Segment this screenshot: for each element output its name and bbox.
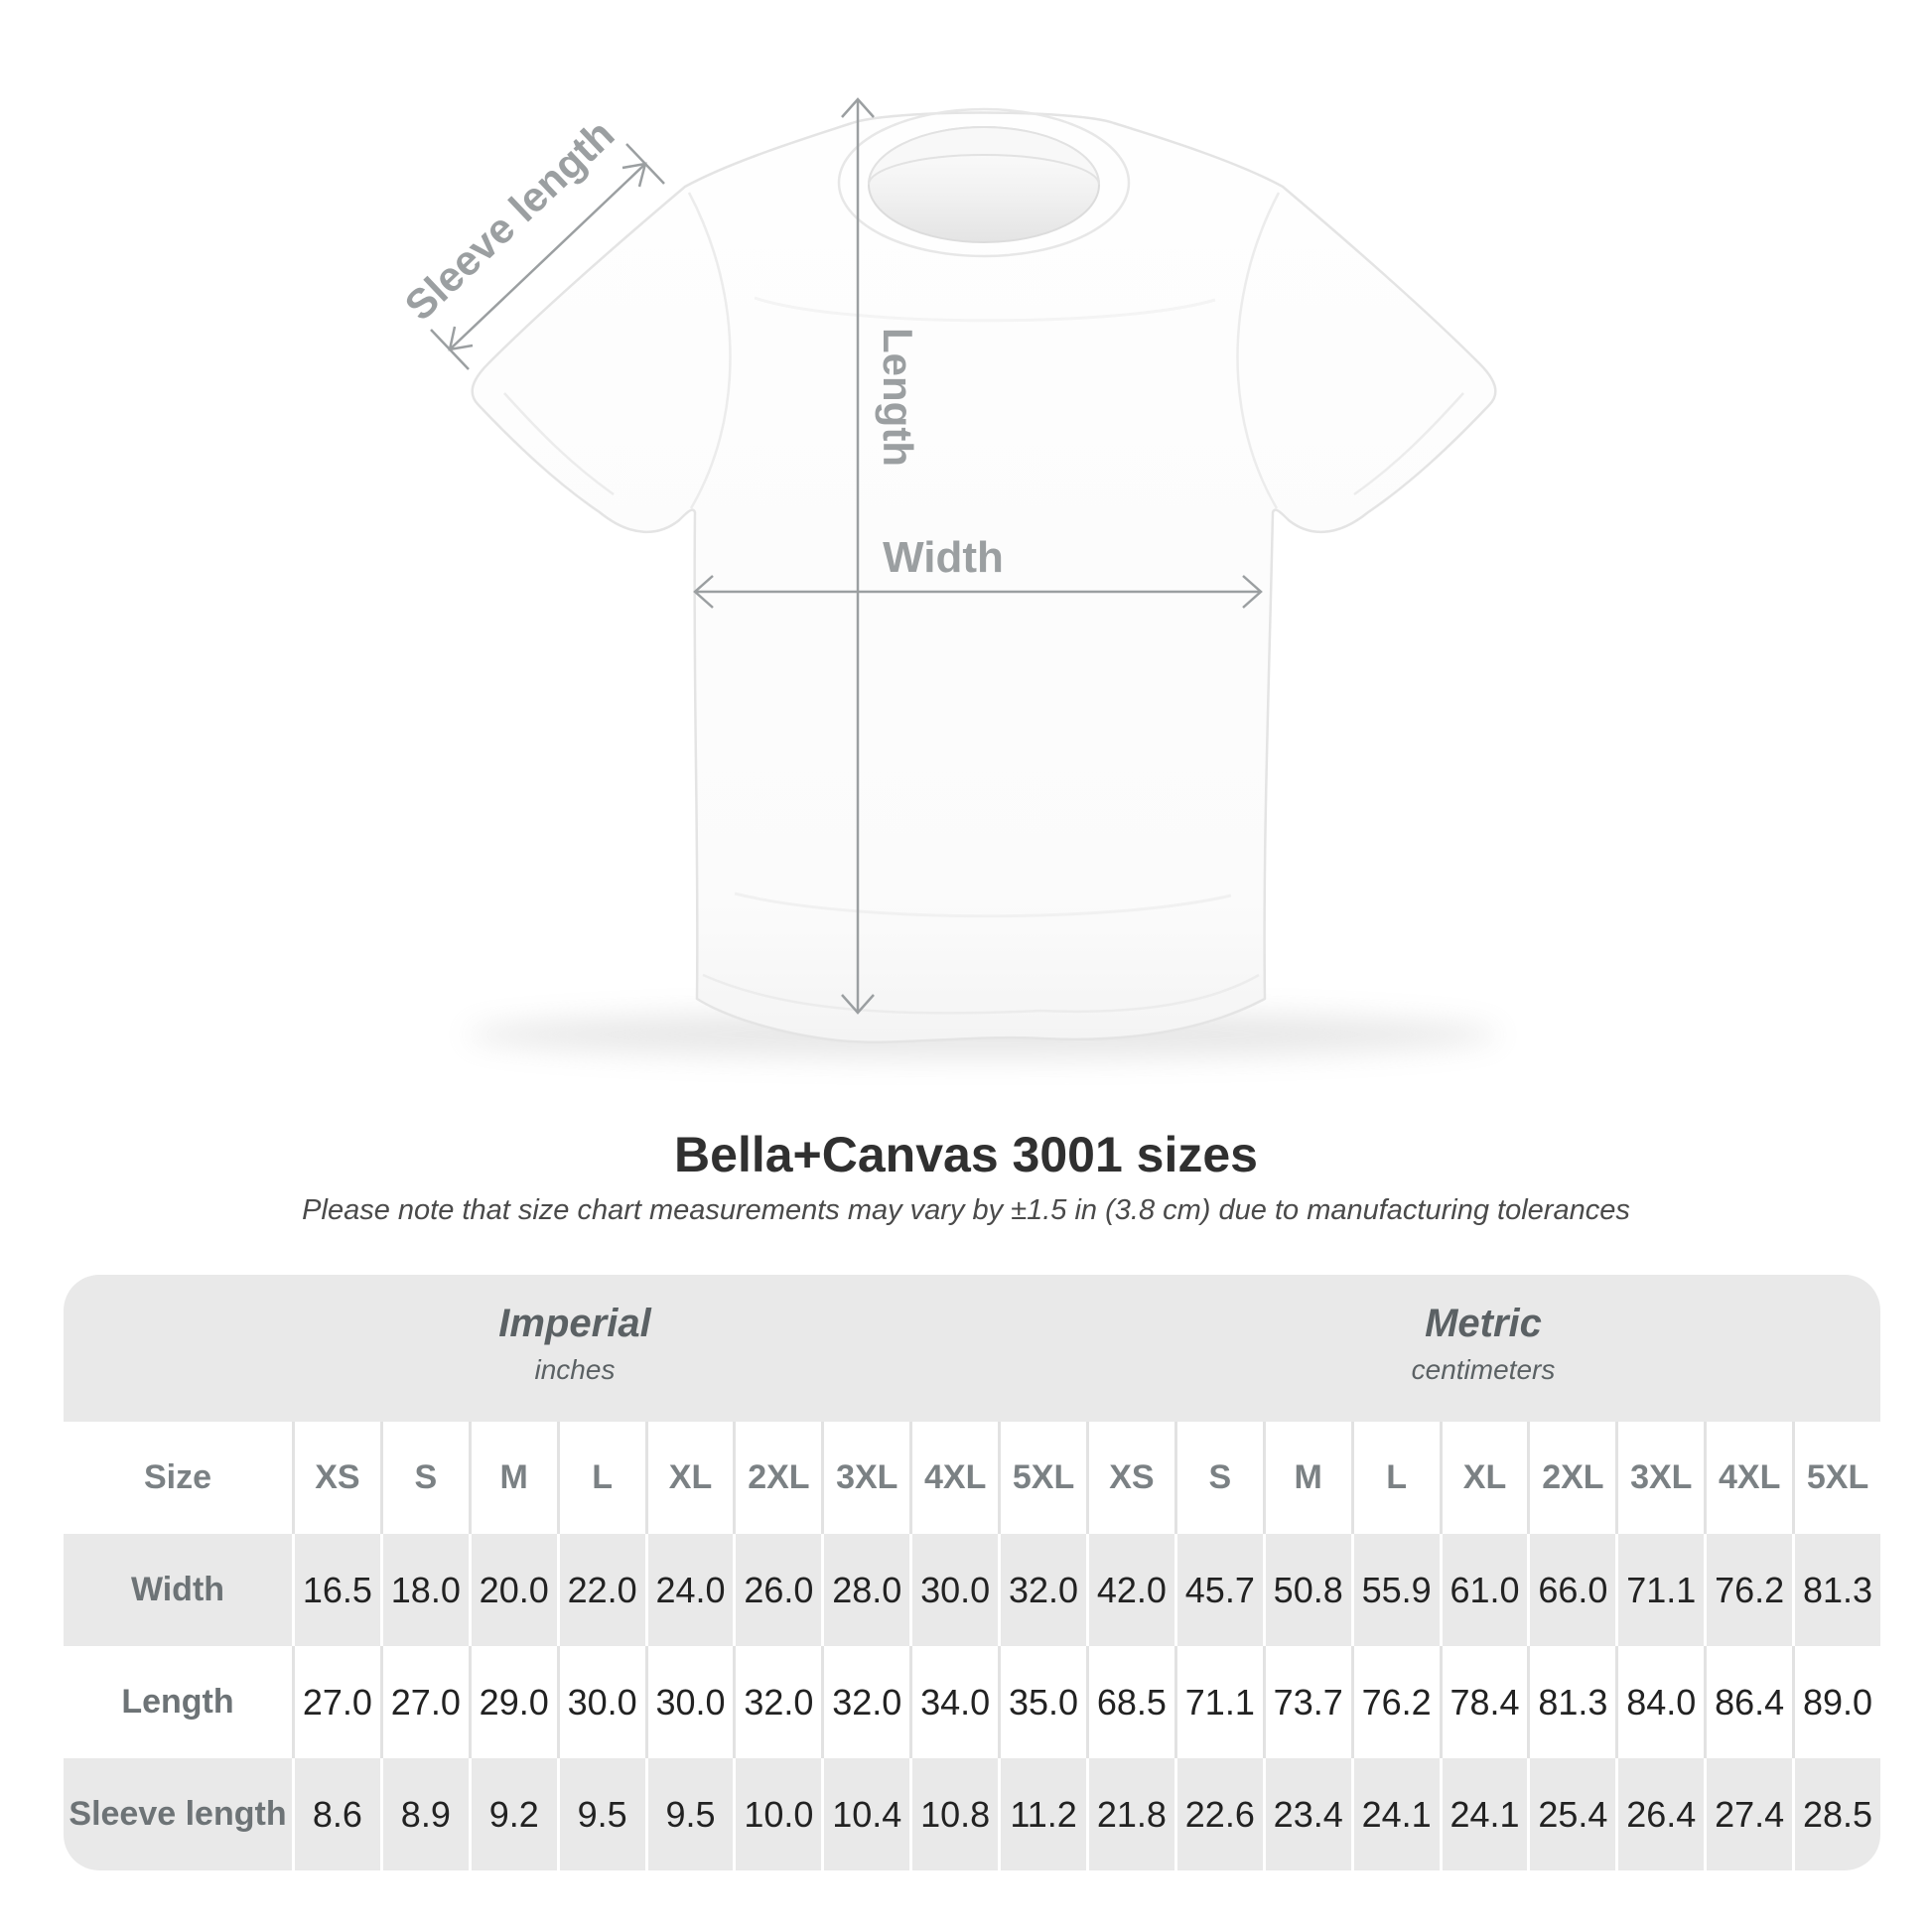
value-cell: 22.6 — [1174, 1758, 1263, 1870]
page-title: Bella+Canvas 3001 sizes — [674, 1127, 1258, 1182]
size-column-header: Size — [64, 1422, 292, 1534]
value-cell: 24.1 — [1440, 1758, 1528, 1870]
sleeve-length-label: Sleeve length — [395, 110, 623, 330]
value-cell: 10.4 — [821, 1758, 909, 1870]
unit-metric-subtitle: centimeters — [1411, 1353, 1556, 1385]
value-cell: 50.8 — [1263, 1534, 1351, 1646]
value-cell: 30.0 — [909, 1534, 998, 1646]
value-cell: 30.0 — [557, 1646, 645, 1758]
value-cell: 32.0 — [998, 1534, 1086, 1646]
size-header-cell: 2XL — [1527, 1422, 1615, 1534]
value-cell: 28.5 — [1792, 1758, 1880, 1870]
size-header-cell: 5XL — [998, 1422, 1086, 1534]
unit-imperial-subtitle: inches — [534, 1353, 616, 1385]
value-cell: 30.0 — [645, 1646, 734, 1758]
value-cell: 76.2 — [1351, 1646, 1440, 1758]
size-header-cell: 4XL — [1704, 1422, 1792, 1534]
value-cell: 18.0 — [380, 1534, 469, 1646]
width-label: Width — [883, 533, 1004, 582]
size-header-cell: 3XL — [821, 1422, 909, 1534]
value-cell: 73.7 — [1263, 1646, 1351, 1758]
value-cell: 61.0 — [1440, 1534, 1528, 1646]
value-cell: 11.2 — [998, 1758, 1086, 1870]
value-cell: 71.1 — [1615, 1534, 1704, 1646]
value-cell: 78.4 — [1440, 1646, 1528, 1758]
value-cell: 9.2 — [469, 1758, 557, 1870]
value-cell: 26.0 — [733, 1534, 821, 1646]
unit-imperial-title: Imperial — [498, 1301, 651, 1345]
value-cell: 81.3 — [1527, 1646, 1615, 1758]
value-cell: 27.4 — [1704, 1758, 1792, 1870]
value-cell: 32.0 — [821, 1646, 909, 1758]
value-cell: 55.9 — [1351, 1534, 1440, 1646]
value-cell: 68.5 — [1086, 1646, 1174, 1758]
value-cell: 22.0 — [557, 1534, 645, 1646]
value-cell: 27.0 — [292, 1646, 380, 1758]
row-label-length: Length — [64, 1646, 292, 1758]
row-label-width: Width — [64, 1534, 292, 1646]
unit-metric-title: Metric — [1425, 1301, 1542, 1345]
value-cell: 71.1 — [1174, 1646, 1263, 1758]
value-cell: 21.8 — [1086, 1758, 1174, 1870]
value-cell: 86.4 — [1704, 1646, 1792, 1758]
size-header-cell: XS — [292, 1422, 380, 1534]
size-header-cell: M — [1263, 1422, 1351, 1534]
value-cell: 24.1 — [1351, 1758, 1440, 1870]
value-cell: 28.0 — [821, 1534, 909, 1646]
length-label: Length — [875, 328, 921, 467]
value-cell: 9.5 — [557, 1758, 645, 1870]
value-cell: 10.0 — [733, 1758, 821, 1870]
size-header-cell: S — [380, 1422, 469, 1534]
size-header-cell: 4XL — [909, 1422, 998, 1534]
size-header-cell: L — [557, 1422, 645, 1534]
value-cell: 27.0 — [380, 1646, 469, 1758]
value-cell: 9.5 — [645, 1758, 734, 1870]
value-cell: 23.4 — [1263, 1758, 1351, 1870]
value-cell: 89.0 — [1792, 1646, 1880, 1758]
value-cell: 8.6 — [292, 1758, 380, 1870]
value-cell: 34.0 — [909, 1646, 998, 1758]
value-cell: 42.0 — [1086, 1534, 1174, 1646]
value-cell: 45.7 — [1174, 1534, 1263, 1646]
size-table — [64, 1275, 1880, 1870]
value-cell: 8.9 — [380, 1758, 469, 1870]
value-cell: 66.0 — [1527, 1534, 1615, 1646]
value-cell: 35.0 — [998, 1646, 1086, 1758]
row-label-sleeve-length: Sleeve length — [64, 1758, 292, 1870]
unit-group-metric — [1086, 1275, 1880, 1422]
value-cell: 84.0 — [1615, 1646, 1704, 1758]
size-header-cell: XS — [1086, 1422, 1174, 1534]
size-header-cell: 3XL — [1615, 1422, 1704, 1534]
value-cell: 16.5 — [292, 1534, 380, 1646]
size-header-cell: M — [469, 1422, 557, 1534]
size-header-cell: 5XL — [1792, 1422, 1880, 1534]
value-cell: 76.2 — [1704, 1534, 1792, 1646]
value-cell: 26.4 — [1615, 1758, 1704, 1870]
value-cell: 10.8 — [909, 1758, 998, 1870]
size-header-cell: S — [1174, 1422, 1263, 1534]
size-header-cell: XL — [645, 1422, 734, 1534]
value-cell: 25.4 — [1527, 1758, 1615, 1870]
page-subtitle: Please note that size chart measurements may vary by ±1.5 in (3.8 cm) due to manufacturing tolerances — [302, 1194, 1630, 1226]
value-cell: 24.0 — [645, 1534, 734, 1646]
size-header-cell: XL — [1440, 1422, 1528, 1534]
size-header-cell: L — [1351, 1422, 1440, 1534]
value-cell: 29.0 — [469, 1646, 557, 1758]
value-cell: 81.3 — [1792, 1534, 1880, 1646]
size-header-cell: 2XL — [733, 1422, 821, 1534]
unit-group-imperial — [64, 1275, 1086, 1422]
value-cell: 20.0 — [469, 1534, 557, 1646]
value-cell: 32.0 — [733, 1646, 821, 1758]
